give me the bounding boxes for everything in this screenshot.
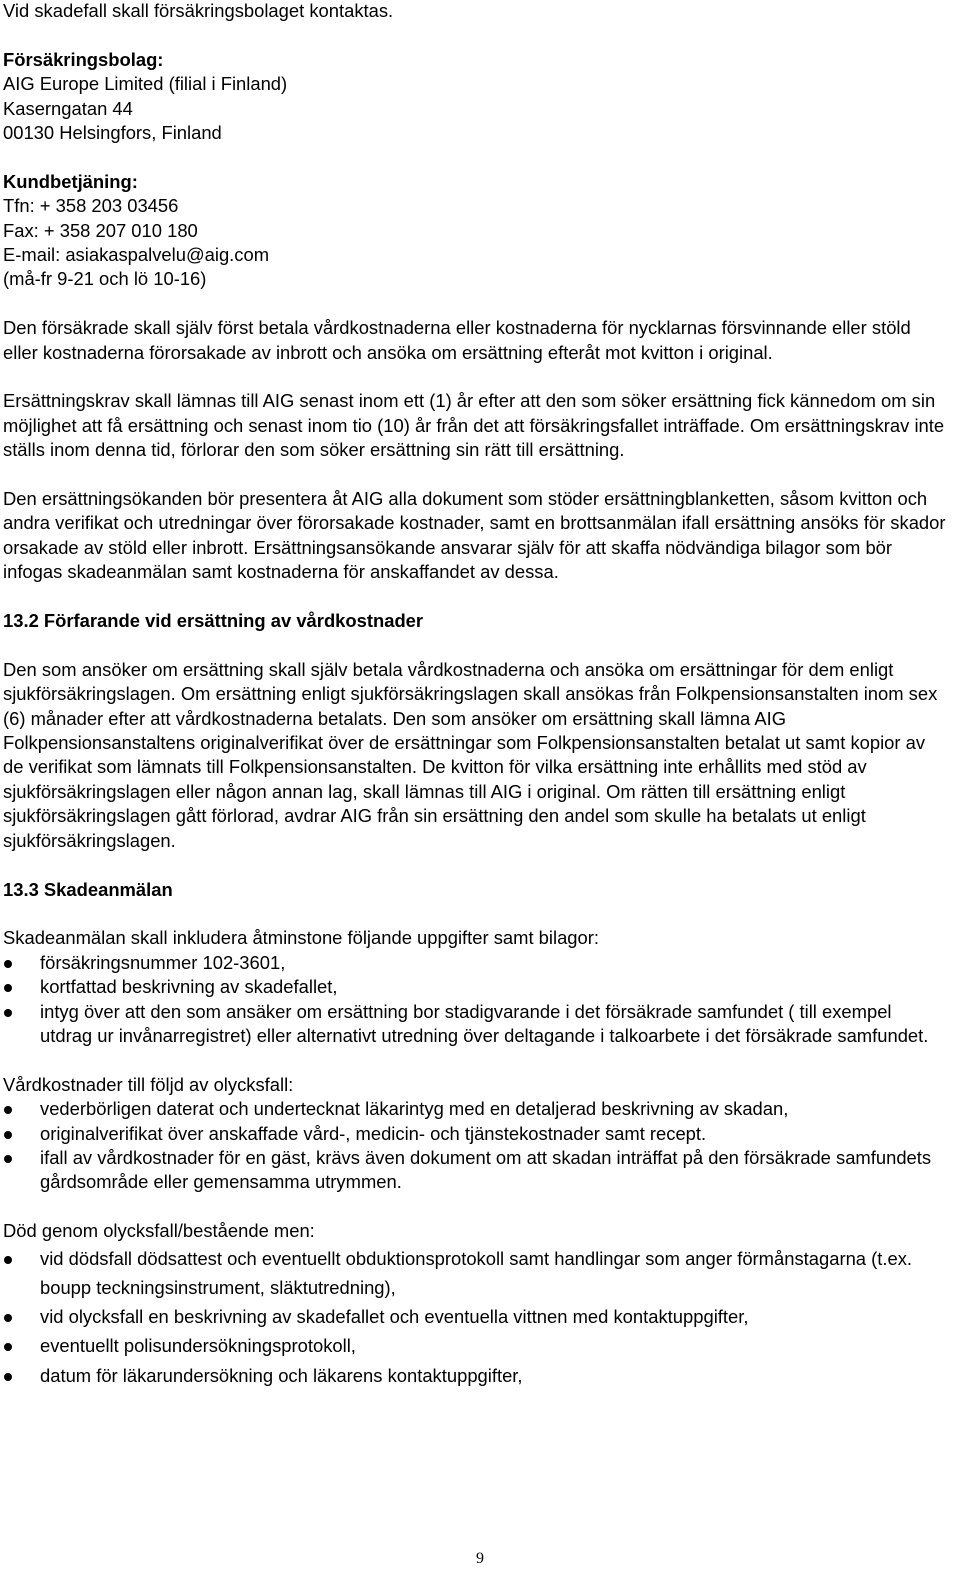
insurer-block [3,48,948,146]
service-hours: (må-fr 9-21 och lö 10-16) [3,268,207,290]
service-fax: Fax: + 358 207 010 180 [3,219,198,241]
required-items-list [3,951,948,1049]
intro-text: Vid skadefall skall försäkringsbolaget kontaktas. [3,0,394,21]
care-costs-label: Vårdkostnader till följd av olycksfall: [3,1073,294,1095]
section-heading-13-2: 13.2 Förfarande vid ersättning av vårdkostnader [3,610,424,632]
customer-service-label: Kundbetjäning: [3,170,138,192]
list-item: intyg över att den som ansäker om ersättning bor stadigvarande i det försäkrade samfundet ( till exempel utdrag ur invånarregistret) eller alternativt utredning över deltagande i talkoarbete i det försäkrade samfundet. [3,1000,948,1049]
section-13-3-intro: Skadeanmälan skall inkludera åtminstone följande uppgifter samt bilagor: [3,927,599,949]
death-label: Död genom olycksfall/bestående men: [3,1220,315,1242]
list-item: kortfattad beskrivning av skadefallet, [3,975,948,999]
section-heading-13-3: 13.3 Skadeanmälan [3,878,173,900]
death-list [3,1244,948,1390]
list-item: vid dödsfall dödsattest och eventuellt obduktionsprotokoll samt handlingar som anger förmånstagarna (t.ex. boupp teckningsinstrument, släktutredning), [3,1244,948,1303]
section-13-2-body: Den som ansöker om ersättning skall själv betala vårdkostnaderna och ansöka om ersättningar för dem enligt sjukförsäkringslagen. Om ersättning enligt sjukförsäkringslagen skall ansökas från Folkpensionsanstalten inom sex (6) månader efter att vårdkostnaderna betalats. Den som ansöker om ersättning skall lämna AIG Folkpensionsanstaltens originalverifikat över de ersättningar som Folkpensionsanstalten betalat ut samt kopior av de verifikat som lämnats till Folkpensionsanstalten. De kvitton för vilka ersättning inte erhållits med stöd av sjukförsäkringslagen eller någon annan lag, skall lämnas till AIG i original. Om rätten till ersättning enligt sjukförsäkringslagen gått förlorad, avdrar AIG från sin ersättning den andel som skulle ha betalats ut enligt sjukförsäkringslagen. [3,658,938,851]
paragraph-documents: Den ersättningsökanden bör presentera åt AIG alla dokument som stöder ersättningblanketten, såsom kvitton och andra verifikat och utredningar över förorsakade kostnader, samt en brottsanmälan ifall ersättning ansöks för skador orsakade av stöld eller inbrott. Ersättningsansökande ansvarar själv för att skaffa nödvändiga bilagor som bör infogas skadeanmälan samt kostnaderna för anskaffandet av dessa. [3,488,946,583]
service-phone: Tfn: + 358 203 03456 [3,195,179,217]
list-item: originalverifikat över anskaffade vård-, medicin- och tjänstekostnader samt recept. [3,1122,948,1146]
page-number: 9 [476,1550,484,1567]
list-item: vederbörligen daterat och undertecknat läkarintyg med en detaljerad beskrivning av skadan, [3,1097,948,1121]
service-email: E-mail: asiakaspalvelu@aig.com [3,244,270,266]
document-page [3,0,948,1390]
list-item: eventuellt polisundersökningsprotokoll, [3,1331,948,1360]
list-item: vid olycksfall en beskrivning av skadefallet och eventuella vittnen med kontaktuppgifter, [3,1302,948,1331]
insurer-label: Försäkringsbolag: [3,48,164,70]
list-item: datum för läkarundersökning och läkarens kontaktuppgifter, [3,1361,948,1390]
insurer-city: 00130 Helsingfors, Finland [3,122,222,144]
paragraph-claim-deadline: Ersättningskrav skall lämnas till AIG senast inom ett (1) år efter att den som söker ersättning fick kännedom om sin möjlighet att få ersättning och senast inom tio (10) år från det att försäkringsfallet inträffade. Om ersättningskrav inte ställs inom denna tid, förlorar den som söker ersättning sin rätt till ersättning. [3,390,945,461]
paragraph-payment: Den försäkrade skall själv först betala vårdkostnaderna eller kostnaderna för nycklarnas försvinnande eller stöld eller kostnaderna förorsakade av inbrott och ansöka om ersättning efteråt mot kvitton i original. [3,317,911,363]
insurer-name: AIG Europe Limited (filial i Finland) [3,73,288,95]
care-costs-list [3,1097,948,1195]
list-item: försäkringsnummer 102-3601, [3,951,948,975]
list-item: ifall av vårdkostnader för en gäst, krävs även dokument om att skadan inträffat på den försäkrade samfundets gårdsområde eller gemensamma utrymmen. [3,1146,948,1195]
customer-service-block [3,170,948,292]
insurer-street: Kaserngatan 44 [3,97,133,119]
